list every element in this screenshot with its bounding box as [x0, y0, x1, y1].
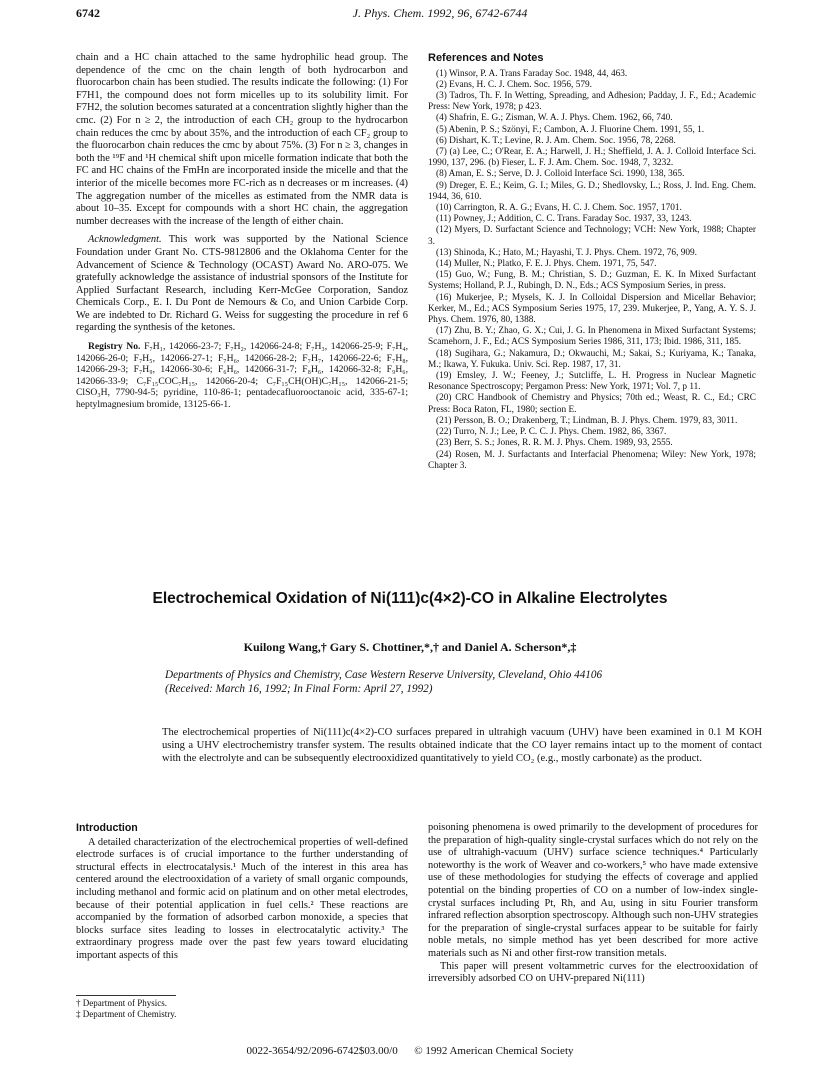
footnote-divider: [76, 995, 176, 996]
reference-item: (18) Sugihara, G.; Nakamura, D.; Okwauchi, M.; Sakai, S.; Kuriyama, K.; Tanaka, M.; Ikawa, Y. Fukuka. Univ. Sci. Rep. 1987, 17, 31.: [428, 348, 756, 370]
acknowledgment-label: Acknowledgment.: [88, 234, 162, 246]
page-footer: [0, 1045, 820, 1057]
article-authors: Kuilong Wang,† Gary S. Chottiner,*,† and Daniel A. Scherson*,‡: [243, 640, 577, 654]
reference-item: (8) Aman, E. S.; Serve, D. J. Colloid Interface Sci. 1990, 138, 365.: [436, 169, 685, 180]
article-title: Electrochemical Oxidation of Ni(111)c(4×2)-CO in Alkaline Electrolytes: [152, 590, 668, 607]
reference-item: (9) Dreger, E. E.; Keim, G. I.; Miles, G. D.; Shedlovsky, L.; Ross, J. Ind. Eng. Chem. 1944, 36, 610.: [428, 180, 756, 202]
intro-heading: Introduction: [76, 822, 138, 834]
intro-paragraph-right-1: poisoning phenomena is owed primarily to the development of procedures for the preparation of high-quality single-crystal surfaces which do not rely on the use of ultrahigh-vacuum (UHV) surface science techniques.⁴ Particularly noteworthy is the work of Weaver and co-workers,⁵ who have made extensive use of these methodologies for studying the effects of coverage and applied potential on the binding properties of CO on a number of low-index single-crystal surfaces including Pt, Rh, and Au, using in situ Fourier transform infrared reflection absorption spectroscopy. Although such non-UHV strategies for the preparation of single-crystal surfaces appear to be suitable for fairly noble metals, no simple method has yet been described for more active materials such as Ni and other first-row transition metals.: [428, 822, 758, 959]
reference-item: (4) Shafrin, E. G.; Zisman, W. A. J. Phys. Chem. 1962, 66, 740.: [436, 113, 673, 124]
intro-right-column: [428, 822, 758, 986]
received-line: (Received: March 16, 1992; In Final Form: April 27, 1992): [165, 683, 433, 695]
intro-paragraph-left: A detailed characterization of the electrochemical properties of well-defined electrode surfaces is of crucial importance to the further understanding of structural effects in electrocatalysis.¹ Much of the interest in this area has centered around the electrooxidation of a variety of small organic compounds, including methanol and formic acid on platinum and on other metal electrodes, because of their potential application in fuel cells.² These reactions are accompanied by the formation of adsorbed carbon monoxide, a species that blocks surface sites leading to losses in electrocatalytic activity.³ The extraordinary progress made over the past few years toward elucidating important aspects of this: [76, 836, 408, 961]
footer-copyright: © 1992 American Chemical Society: [414, 1045, 574, 1057]
references-column: [428, 52, 756, 472]
reference-item: (15) Guo, W.; Fung, B. M.; Christian, S. D.; Guzman, E. K. In Mixed Surfactant Systems; Holland, P. J., Rubingh, D. N., Eds.; ACS Symposium Series, in press.: [428, 270, 756, 292]
intro-paragraph-right-2: This paper will present voltammetric curves for the electrooxidation of irreversibly adsorbed CO on UHV-prepared Ni(111): [428, 960, 758, 985]
footnote-chemistry: ‡ Department of Chemistry.: [76, 1008, 177, 1019]
article-affiliation: [165, 668, 685, 696]
footnote-physics: † Department of Physics.: [76, 998, 167, 1008]
footnotes: [76, 998, 176, 1019]
reference-item: (5) Abenin, P. S.; Szönyi, F.; Cambon, A. J. Fluorine Chem. 1991, 55, 1.: [436, 124, 705, 135]
reference-item: (1) Winsor, P. A. Trans Faraday Soc. 1948, 44, 463.: [436, 68, 628, 79]
references-title: References and Notes: [428, 52, 544, 64]
reference-item: (12) Myers, D. Surfactant Science and Technology; VCH: New York, 1988; Chapter 3.: [428, 225, 756, 247]
footer-code: 0022-3654/92/2096-6742$03.00/0: [246, 1045, 398, 1057]
journal-header: J. Phys. Chem. 1992, 96, 6742-6744: [352, 6, 528, 20]
acknowledgment-text: This work was supported by the National Science Foundation under Grant No. CTS-9812806 and the Oklahoma Center for the Advancement of Science & Technology (OCAST) Award No. ARO-075. We gratefully acknowledge the assistance of industrial sponsors of the Institute for Applied Surfactant Research, including Kerr-McGee Corporation, Sandoz Chemicals Corp., E. I. Du Pont de Nemours & Co, and Union Carbide Corp. We are indebted to Dr. Richard G. Weiss for suggesting the procedure in ref 6 regarding the synthesis of the ketones.: [76, 234, 408, 334]
reference-item: (3) Tadros, Th. F. In Wetting, Spreading, and Adhesion; Padday, J. F., Ed.; Academic Press: New York, 1978; p 423.: [428, 91, 756, 113]
affiliation-line: Departments of Physics and Chemistry, Case Western Reserve University, Cleveland, Ohio 44106: [165, 669, 603, 681]
registry-paragraph: [76, 341, 408, 411]
reference-item: (16) Mukerjee, P.; Mysels, K. J. In Colloidal Dispersion and Micellar Behavior; Kerker, M., Ed.; ACS Symposium Series 1975, 17, 239. Mukerjee, P., Yang, A. Y. S. J. Phys. Chem. 1976, 80, 1388.: [428, 292, 756, 326]
reference-item: (2) Evans, H. C. J. Chem. Soc. 1956, 579.: [436, 79, 592, 90]
reference-item: (14) Muller, N.; Platko, F. E. J. Phys. Chem. 1971, 75, 547.: [436, 259, 657, 270]
reference-item: (7) (a) Lee, C.; O'Rear, E. A.; Harwell, J. H.; Sheffield, J. A. J. Colloid Interface Sci. 1990, 137, 296. (b) Fieser, L. F. J. Am. Chem. Soc. 1948, 7, 3232.: [428, 147, 756, 169]
reference-item: (17) Zhu, B. Y.; Zhao, G. X.; Cui, J. G. In Phenomena in Mixed Surfactant Systems; Scamehorn, J. F., Ed.; ACS Symposium Series 1986, 311, 173; Ibid. 1986, 311, 185.: [428, 326, 756, 348]
previous-article-text: chain and a HC chain attached to the same hydrophilic head group. The dependence of the cmc on the chain length of both hydrocarbon and fluorocarbon chain has been studied. The results indicate the following: (1) For F7H1, the compound does not form micelles up to its solubility limit. For F7H2, the solution becomes saturated at a concentration slightly higher than the cmc. (2) For n ≥ 2, the introduction of each CH₂ group to the hydrocarbon chain reduces the cmc by about 35%, and the introduction of each CF₂ group to the fluorocarbon chain reduces the cmc by about 75%. (3) For n ≥ 3, changes in both the ¹⁹F and ¹H chemical shift upon micelle formation indicate that both the FC and HC chains of the FmHn are incorporated inside the micelle and that the interior of the micelle becomes more FC-rich as n decreases or m increases. (4) The aggregation number of the micelles as estimated from the NMR data is about 10–35. Except for compounds with a short HC chain, the aggregation number decreases with the increase of the length of either chain.: [76, 52, 408, 227]
reference-item: (13) Shinoda, K.; Hato, M.; Hayashi, T. J. Phys. Chem. 1972, 76, 909.: [436, 247, 697, 258]
reference-item: (6) Dishart, K. T.; Levine, R. J. Am. Chem. Soc. 1956, 78, 2268.: [436, 135, 676, 146]
reference-item: (23) Berr, S. S.; Jones, R. R. M. J. Phys. Chem. 1989, 93, 2555.: [436, 438, 673, 449]
reference-item: (10) Carrington, R. A. G.; Evans, H. C. J. Chem. Soc. 1957, 1701.: [436, 203, 682, 214]
reference-item: (22) Turro, N. J.; Lee, P. C. C. J. Phys. Chem. 1982, 86, 3367.: [436, 427, 667, 438]
registry-text: F₇H₁, 142066-23-7; F₇H₂, 142066-24-8; F₇H₃, 142066-25-9; F₇H₄, 142066-26-0; F₇H₅, 142066-27-1; F₇H₆, 142066-28-2; F₇H₇, 142066-22-6; F₇H₈, 142066-29-3; F₇H₉, 142066-30-6; F₆H₆, 142066-31-7; F₈H₆, 142066-32-8; F₉H₆, 142066-33-9; C₇F₁₅COC₇H₁₅, 142066-20-4; C₇F₁₅CH(OH)C₇H₁₅, 142066-21-5; ClSO₃H, 7790-94-5; pyridine, 110-86-1; pentadecafluorooctanoic acid, 335-67-1; heptylmagnesium bromide, 13125-66-1.: [76, 341, 409, 411]
reference-item: (21) Persson, B. O.; Drakenberg, T.; Lindman, B. J. Phys. Chem. 1979, 83, 3011.: [436, 415, 738, 426]
registry-label: Registry No.: [88, 341, 141, 353]
reference-item: (20) CRC Handbook of Chemistry and Physics; 70th ed.; Weast, R. C., Ed.; CRC Press: Boca Raton, FL, 1980; section E.: [428, 393, 756, 415]
previous-article-column: [76, 52, 408, 411]
references-list: [428, 69, 756, 472]
intro-left-column: [76, 822, 408, 963]
article-abstract: The electrochemical properties of Ni(111)c(4×2)-CO surfaces prepared in ultrahigh vacuum (UHV) have been examined in 0.1 M KOH using a UHV electrochemistry transfer system. The results obtained indicate that the CO layer remains intact up to the moment of contact with the electrolyte and can be subsequently electrooxidized quantitatively to yield CO₂ (e.g., mostly carbonate) as the product.: [162, 727, 762, 764]
page-number: 6742: [76, 6, 100, 20]
acknowledgment-paragraph: [76, 234, 408, 335]
reference-item: (19) Emsley, J. W.; Feeney, J.; Sutcliffe, L. H. Progress in Nuclear Magnetic Resonance Spectroscopy; Pergamon Press: New York, 1971; Vol. 7, p 11.: [428, 371, 756, 393]
reference-item: (24) Rosen, M. J. Surfactants and Interfacial Phenomena; Wiley: New York, 1978; Chapter 3.: [428, 449, 756, 471]
reference-item: (11) Powney, J.; Addition, C. C. Trans. Faraday Soc. 1937, 33, 1243.: [436, 214, 692, 225]
